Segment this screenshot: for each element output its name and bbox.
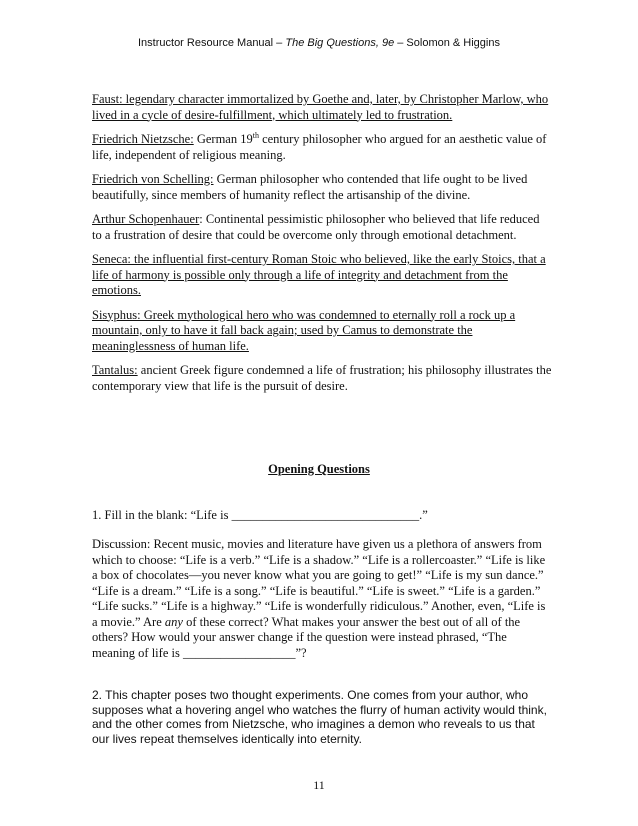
discussion-paragraph [92,537,552,661]
running-header [0,37,638,49]
glossary-term: Arthur Schopenhauer [92,212,200,226]
glossary-entry-schelling [92,172,552,203]
glossary-definition: century philosopher who argued for an aesthetic value of life, independent of religious meaning. [92,132,547,162]
glossary-definition: German 19 [193,132,253,146]
discussion-text: Discussion: Recent music, movies and literature have given us a plethora of answers from which to choose: “Life is a verb.” “Life is a shadow.” “Life is a rollercoaster.” “Life is like a box of chocolates—you never know what you are going to get!” “Life is my sun dance.” “Life is a dream.” “Life is a song.” “Life is beautiful.” “Life is sweet.” “Life is a garden.” “Life sucks.” “Life is a highway.” “Life is wonderfully ridiculous.” Another, even, “Life is a movie.” Are [92,537,546,629]
glossary-term: Friedrich Nietzsche: [92,132,194,146]
question-1: 1. Fill in the blank: “Life is ______________________________.” [92,508,428,522]
header-prefix: Instructor Resource Manual – [138,37,286,49]
glossary-entry-faust [92,92,552,123]
discussion-text-continued: of these correct? What makes your answer the best out of all of the others? How would your answer change if the question were instead phrased, “The meaning of life is __________________”? [92,614,521,660]
section-title: Opening Questions [268,462,370,476]
header-suffix: – Solomon & Higgins [394,37,500,49]
header-book-title: The Big Questions, 9e [285,37,395,49]
glossary-term: Faust: legendary character immortalized by Goethe and, later, by Christopher Marlow, who lived in a cycle of desire-fulfillment, which ultimately led to frustration. [92,92,549,122]
discussion-emphasis: any [164,614,183,629]
glossary-term: Seneca: the influential first-century Roman Stoic who believed, like the early Stoics, that a life of harmony is possible only through a life of integrity and detachment from the emotions. [92,252,546,297]
glossary-term: Sisyphus: Greek mythological hero who was condemned to eternally roll a rock up a mountain, only to have it fall back again; used by Camus to demonstrate the meaninglessness of human life. [92,307,516,353]
glossary-entry-tantalus [92,363,552,394]
superscript-th: th [252,130,259,140]
glossary-term: Tantalus: [92,363,138,377]
glossary-entry-sisyphus [92,308,552,355]
glossary-term: Friedrich von Schelling: [92,172,214,186]
glossary-definition: : Continental pessimistic philosopher who believed that life reduced to a frustration of desire that could be overcome only through emotional detachment. [92,212,540,242]
page-number: 11 [313,778,325,792]
glossary-entry-schopenhauer [92,212,552,243]
glossary-definition: German philosopher who contended that life ought to be lived beautifully, since members of humanity reflect the artisanship of the divine. [92,172,528,202]
glossary-definition: ancient Greek figure condemned a life of frustration; his philosophy illustrates the contemporary view that life is the pursuit of desire. [92,363,552,393]
glossary-entry-nietzsche [92,132,552,163]
glossary-list [92,92,552,403]
question-2: 2. This chapter poses two thought experiments. One comes from your author, who supposes what a hovering angel who watches the flurry of human activity would think, and the other comes from Nietzsche, who imagines a demon who reveals to us that our lives repeat themselves identically into eternity. [92,688,547,746]
glossary-entry-seneca [92,252,552,299]
